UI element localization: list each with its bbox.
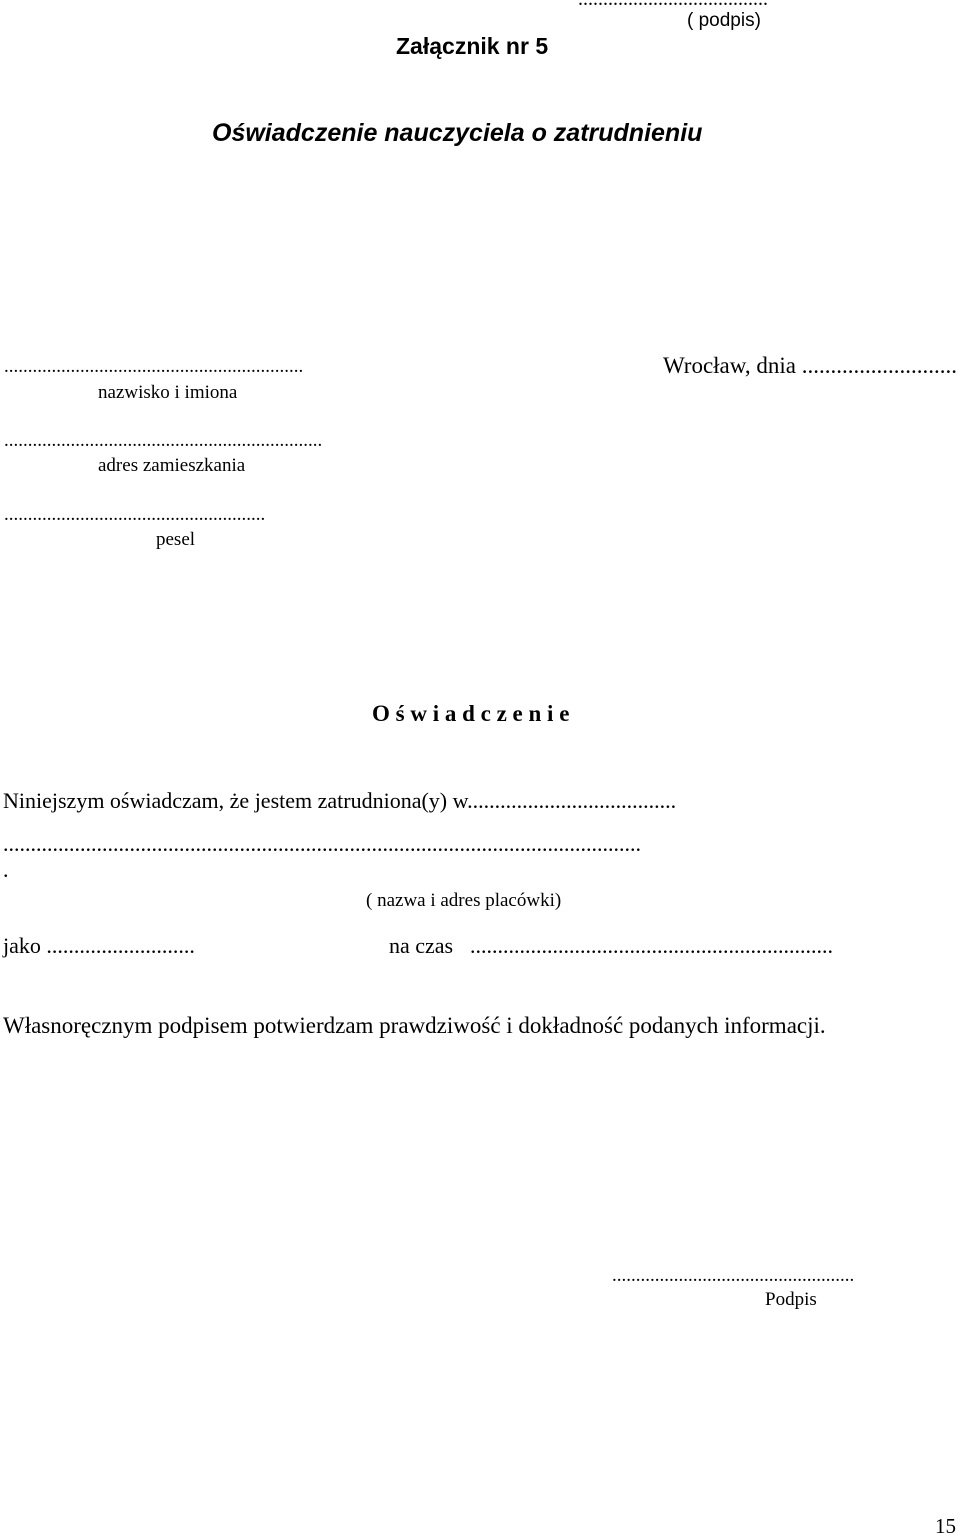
attachment-number: Załącznik nr 5	[396, 33, 549, 59]
name-field-label: nazwisko i imiona	[98, 382, 238, 403]
institution-label: ( nazwa i adres placówki)	[366, 890, 562, 911]
pesel-field-label: pesel	[156, 529, 196, 550]
page-number: 15	[935, 1514, 956, 1538]
duration-dots: ..................................................................	[470, 933, 833, 958]
header-signature-label: ( podpis)	[687, 10, 761, 31]
pesel-field-dots: .......................................................	[4, 504, 266, 525]
name-field-dots: ...............................................................	[4, 356, 304, 377]
form-title: Oświadczenie nauczyciela o zatrudnieniu	[212, 119, 703, 147]
footer-signature-label: Podpis	[765, 1289, 817, 1310]
employment-line: Niniejszym oświadczam, że jestem zatrudniona(y) w......................................	[3, 788, 677, 813]
institution-dots-end: .	[3, 857, 9, 882]
address-field-label: adres zamieszkania	[98, 455, 246, 476]
footer-signature-dots: ...................................................	[612, 1265, 855, 1286]
institution-dots: ....................................................................................................................	[3, 831, 641, 856]
confirmation-text: Własnoręcznym podpisem potwierdzam prawdziwość i dokładność podanych informacji.	[3, 1013, 826, 1038]
address-field-dots: ...................................................................	[4, 430, 323, 451]
place-date-field: Wrocław, dnia ...........................	[663, 353, 957, 378]
statement-title: O ś w i a d c z e n i e	[372, 701, 570, 726]
position-field: jako ...........................	[3, 933, 195, 958]
duration-label: na czas	[389, 933, 454, 958]
